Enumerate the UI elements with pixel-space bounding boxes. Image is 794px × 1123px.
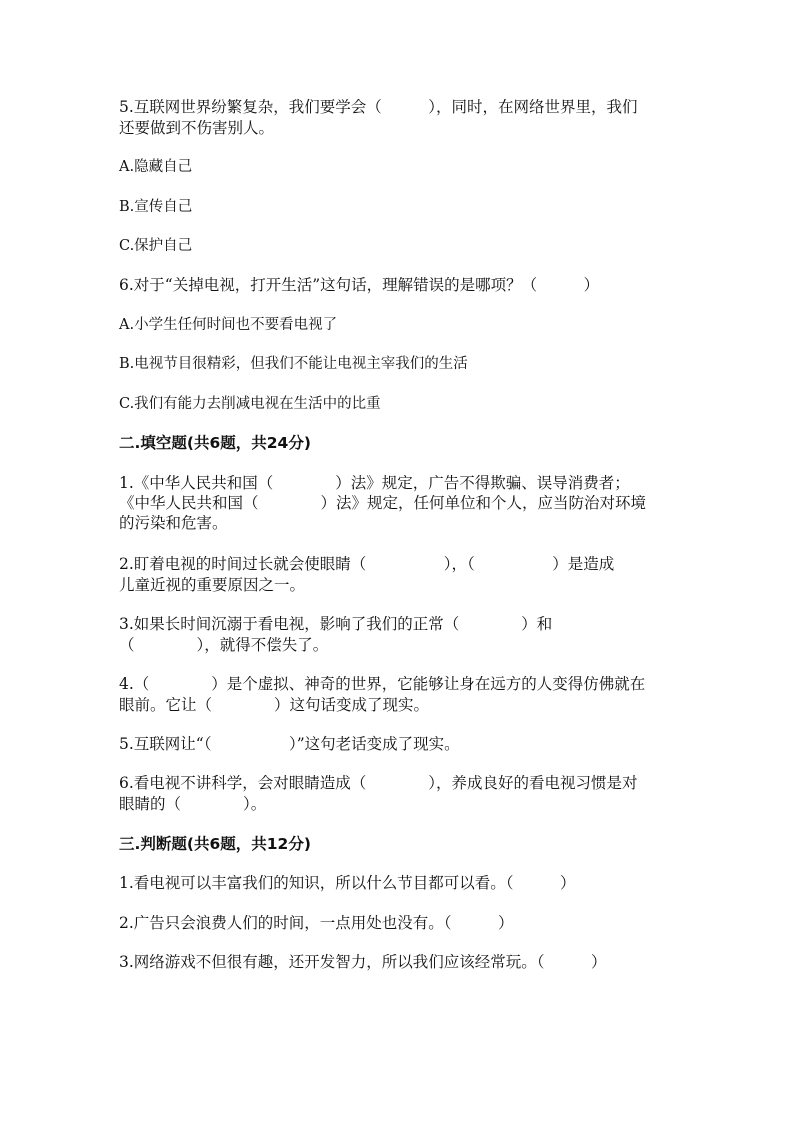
fill-1-line-1: 1.《中华人民共和国（ ）法》规定，广告不得欺骗、误导消费者； [119,474,630,492]
fill-3-line-2: （ ），就得不偿失了。 [119,636,329,654]
fill-1-line-2: 《中华人民共和国（ ）法》规定，任何单位和个人，应当防治对环境 [119,494,647,512]
question-6-option-c: C.我们有能力去削减电视在生活中的比重 [119,396,381,412]
section-fill-in-heading: 二.填空题(共6题，共24分) [119,434,311,452]
question-5-text-line-2: 还要做到不伤害别人。 [119,119,275,137]
question-6-option-a: A.小学生任何时间也不要看电视了 [119,317,338,333]
judge-1-text: 1.看电视可以丰富我们的知识，所以什么节目都可以看。（ ） [119,874,576,892]
question-6-text: 6.对于“关掉电视，打开生活”这句话，理解错误的是哪项？（ ） [119,276,600,294]
fill-6-line-2: 眼睛的（ ）。 [119,795,267,813]
fill-1-line-3: 的污染和危害。 [119,514,228,532]
fill-3-line-1: 3.如果长时间沉溺于看电视，影响了我们的正常（ ）和 [119,615,553,633]
question-5-option-a: A.隐藏自己 [119,159,193,175]
judge-3-text: 3.网络游戏不但很有趣，还开发智力，所以我们应该经常玩。（ ） [119,953,607,971]
fill-2-line-1: 2.盯着电视的时间过长就会使眼睛（ ），（ ）是造成 [119,555,615,573]
question-5-option-b: B.宣传自己 [119,199,193,215]
fill-5-text: 5.互联网让“（ ）”这句老话变成了现实。 [119,735,460,753]
question-5-option-c: C.保护自己 [119,238,193,254]
fill-4-line-2: 眼前。它让（ ）这句话变成了现实。 [119,696,430,714]
question-6-option-b: B.电视节目很精彩，但我们不能让电视主宰我们的生活 [119,356,468,372]
fill-4-line-1: 4.（ ）是个虚拟、神奇的世界，它能够让身在远方的人变得仿佛就在 [119,675,646,693]
fill-2-line-2: 儿童近视的重要原因之一。 [119,576,306,594]
fill-6-line-1: 6.看电视不讲科学，会对眼睛造成（ ），养成良好的看电视习惯是对 [119,774,638,792]
section-judgement-heading: 三.判断题(共6题，共12分) [119,835,311,853]
question-5-text-line-1: 5.互联网世界纷繁复杂，我们要学会（ ），同时，在网络世界里，我们 [119,98,638,116]
judge-2-text: 2.广告只会浪费人们的时间，一点用处也没有。（ ） [119,914,514,932]
